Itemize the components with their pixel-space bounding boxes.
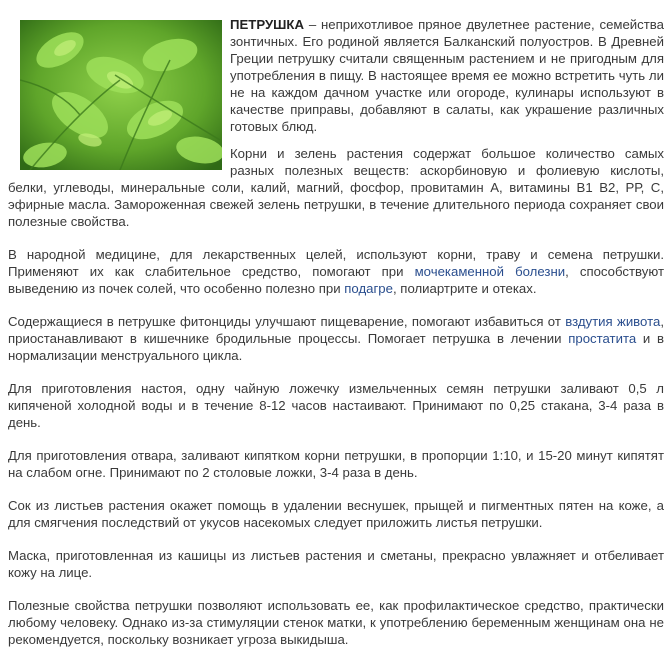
paragraph-nutrients: Корни и зелень растения содержат большое количество самых разных полезных веществ: аскорбиновую и фолиевую кислоты, белки, углеводы, минеральные соли, калий, магний, фосфор, провитамин А, витамины В1 В2, РР, С, эфирные масла. Замороженная свежей зелень петрушки, в течение длительного периода сохраняет свои полезные свойства. xyxy=(8,146,664,229)
link-gout[interactable]: подагре xyxy=(344,281,393,296)
paragraph-phytoncides xyxy=(8,313,664,364)
text-segment: и в нормализации менструального цикла. xyxy=(8,331,665,363)
parsley-photo xyxy=(20,20,222,170)
paragraph-warning: Полезные свойства петрушки позволяют использовать ее, как профилактическое средство, практически любому человеку. Однако из-за стимуляции стенок матки, к употреблению беременным женщинам она не рекомендуется, поскольку возникает угроза выкидыша. xyxy=(8,598,664,647)
link-prostatitis[interactable]: простатита xyxy=(568,331,637,346)
text-segment: , приостанавливают в кишечнике бродильные процессы. Помогает петрушка в лечении xyxy=(8,314,664,346)
paragraph-decoction: Для приготовления отвара, заливают кипятком корни петрушки, в пропорции 1:10, и 15-20 минут кипятят на слабом огне. Принимают по 2 столовые ложки, 3-4 раза в день. xyxy=(8,448,664,480)
paragraph-infusion: Для приготовления настоя, одну чайную ложечку измельченных семян петрушки заливают 0,5 л кипяченой холодной воды и в течение 8-12 часов настаивают. Принимают по 0,25 стакана, 3-4 раза в день. xyxy=(8,381,664,430)
intro-text: – неприхотливое пряное двулетнее растение, семейства зонтичных. Его родиной является Балканский полуостров. В Древней Греции петрушку считали священным растением и не пригодным для употребления в пищу. В настоящее время ее можно встретить чуть ли не на каждом дачном участке или огороде, кулинары используют в качестве приправы, добавляют в салаты, как украшение различных готовых блюд. xyxy=(230,17,664,134)
paragraph-folk-medicine xyxy=(8,246,664,297)
text-segment: В народной медицине, для лекарственных целей, используют корни, траву и семена петрушки. Применяют их как слабительное средство, помогают при xyxy=(8,247,664,279)
title-parsley: ПЕТРУШКА xyxy=(230,17,304,32)
parsley-leaves-graphic xyxy=(20,20,222,170)
paragraph-juice: Сок из листьев растения окажет помощь в удалении веснушек, прыщей и пигментных пятен на коже, а для смягчения последствий от укусов насекомых следует приложить листья петрушки. xyxy=(8,498,664,530)
link-urolithiasis[interactable]: мочекаменной болезни xyxy=(414,264,566,279)
paragraph-mask: Маска, приготовленная из кашицы из листьев растения и сметаны, прекрасно увлажняет и отбеливает кожу на лице. xyxy=(8,548,664,580)
text-segment: , способствуют выведению из почек солей, что особенно полезно при xyxy=(8,264,664,296)
text-segment: , полиартрите и отеках. xyxy=(392,281,537,296)
text-segment: Содержащиеся в петрушке фитонциды улучшают пищеварение, помогают избавиться от xyxy=(8,314,566,329)
link-bloating[interactable]: вздутия живота xyxy=(565,314,661,329)
